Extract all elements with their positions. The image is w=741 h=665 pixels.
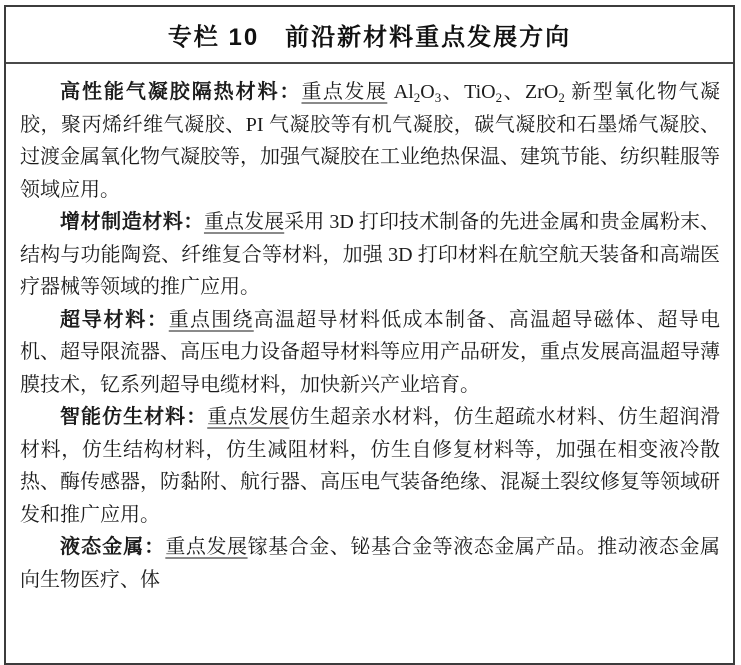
paragraph xyxy=(20,76,720,206)
text-segment: 镓基合金、铋基合金等液态金属产品。推动液态金属向生物医疗、体 xyxy=(20,536,721,591)
column-title: 专栏 10 前沿新材料重点发展方向 xyxy=(167,24,572,51)
text-segment: 重点发展 xyxy=(207,406,290,428)
paragraph xyxy=(20,401,720,531)
text-segment: 重点发展 xyxy=(203,211,285,233)
paragraph xyxy=(20,304,720,402)
text-segment: O xyxy=(420,81,435,103)
text-segment: 重点围绕 xyxy=(168,308,254,331)
column-body xyxy=(6,64,733,596)
column-title-bar xyxy=(6,7,733,64)
text-segment: 高温超导材料低成本制备、高温超导磁体、超导电机、超导限流器、高压电力设备超导材料等应用产品研发，重点发展高温超导薄膜技术，钇系列超导电缆材料，加快新兴产业培育。 xyxy=(20,308,720,396)
paragraph-lead-label: 增材制造材料： xyxy=(60,211,204,233)
paragraph xyxy=(20,531,720,596)
text-segment: 2 xyxy=(558,90,565,105)
text-segment: 采用 3D 打印技术制备的先进金属和贵金属粉末、结构与功能陶瓷、纤维复合等材料，加强 3D 打印材料在航空航天装备和高端医疗器械等领域的推广应用。 xyxy=(20,211,721,298)
text-segment: 重点发展 xyxy=(165,536,248,558)
text-segment: 、TiO xyxy=(441,81,496,103)
text-segment: Al xyxy=(387,81,414,103)
text-segment: 重点发展 xyxy=(301,81,388,103)
column-box xyxy=(4,5,735,665)
text-segment: 2 xyxy=(413,90,421,105)
text-segment: 新型氧化物气凝胶，聚丙烯纤维气凝胶、PI 气凝胶等有机气凝胶，碳气凝胶和石墨烯气凝胶、过渡金属氧化物气凝胶等，加强气凝胶在工业绝热保温、建筑节能、纺织鞋服等领域应用。 xyxy=(20,81,721,201)
paragraph-lead-label: 智能仿生材料： xyxy=(60,406,208,428)
text-segment: 仿生超亲水材料，仿生超疏水材料、仿生超润滑材料，仿生结构材料，仿生减阻材料，仿生自修复材料等，加强在相变液冷散热、酶传感器，防黏附、航行器、高压电气装备绝缘、混凝土裂纹修复等领域研发和推广应用。 xyxy=(20,406,721,526)
text-segment: 3 xyxy=(434,90,442,105)
text-segment: 、ZrO xyxy=(502,81,559,103)
paragraph xyxy=(20,206,720,304)
paragraph-lead-label: 超导材料： xyxy=(60,308,169,331)
text-segment: 2 xyxy=(495,90,503,105)
paragraph-lead-label: 液态金属： xyxy=(60,536,166,558)
paragraph-lead-label: 高性能气凝胶隔热材料： xyxy=(60,81,302,103)
